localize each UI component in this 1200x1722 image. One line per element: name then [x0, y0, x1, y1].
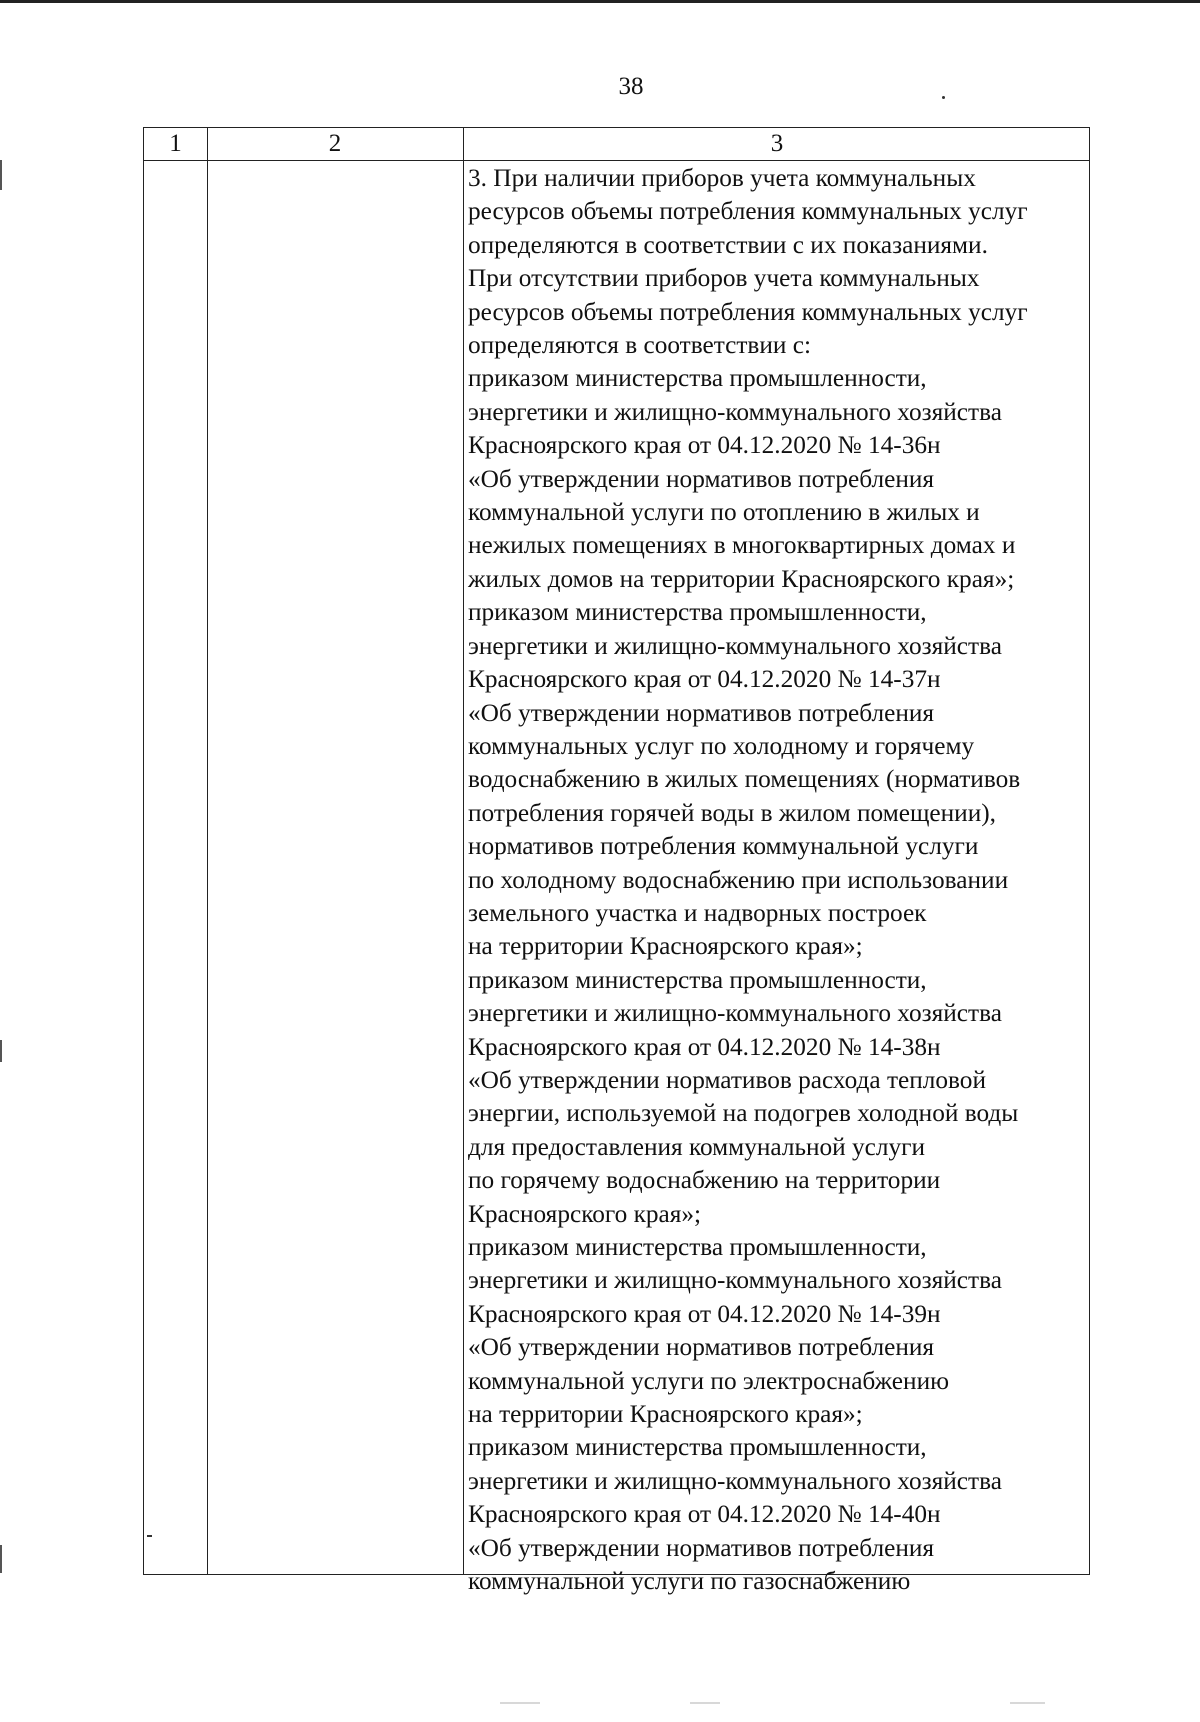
- text-line: земельного участка и надворных построек: [468, 898, 927, 927]
- column-header-2: 2: [328, 130, 342, 157]
- text-line: При отсутствии приборов учета коммунальных: [468, 264, 980, 293]
- text-line: по холодному водоснабжению при использовании: [468, 865, 1009, 894]
- text-line: Красноярского края от 04.12.2020 № 14-36н: [468, 431, 941, 460]
- text-line: нормативов потребления коммунальной услуги: [468, 832, 979, 861]
- text-line: коммунальной услуги по электроснабжению: [468, 1366, 950, 1395]
- column-divider: [207, 128, 208, 1574]
- text-line: «Об утверждении нормативов потребления: [468, 698, 935, 727]
- column-divider: [463, 128, 464, 1574]
- text-line: определяются в соответствии с:: [468, 331, 811, 360]
- scan-margin-mark: [0, 1545, 2, 1573]
- text-line: водоснабжению в жилых помещениях (нормативов: [468, 765, 1021, 794]
- scan-smudge: [1010, 1702, 1045, 1704]
- scan-top-edge: [0, 0, 1200, 3]
- table-edge-tick: [147, 1535, 152, 1537]
- text-line: приказом министерства промышленности,: [468, 965, 927, 994]
- text-line: на территории Красноярского края»;: [468, 1400, 863, 1429]
- scan-margin-mark: [0, 1040, 2, 1062]
- text-line: приказом министерства промышленности,: [468, 1433, 927, 1462]
- text-line: приказом министерства промышленности,: [468, 1233, 927, 1261]
- text-line: на территории Красноярского края»;: [468, 932, 863, 961]
- text-line: коммунальных услуг по холодному и горячему: [468, 731, 975, 760]
- text-line: энергии, используемой на подогрев холодной воды: [468, 1099, 1019, 1128]
- text-line: по горячему водоснабжению на территории: [468, 1166, 941, 1195]
- text-line: Красноярского края от 04.12.2020 № 14-40н: [468, 1500, 941, 1529]
- text-line: ресурсов объемы потребления коммунальных услуг: [468, 197, 1028, 226]
- scan-margin-mark: [0, 160, 2, 190]
- text-line: «Об утверждении нормативов расхода тепловой: [468, 1065, 986, 1094]
- text-line: коммунальной услуги по газоснабжению: [468, 1567, 911, 1596]
- text-line: «Об утверждении нормативов потребления: [468, 1533, 935, 1562]
- text-line: для предоставления коммунальной услуги: [468, 1132, 926, 1161]
- text-line: потребления горячей воды в жилом помещении),: [468, 798, 997, 827]
- text-line: приказом министерства промышленности,: [468, 364, 927, 393]
- text-line: энергетики и жилищно-коммунального хозяйства: [468, 397, 1002, 426]
- text-line: ресурсов объемы потребления коммунальных услуг: [468, 297, 1028, 326]
- text-line: коммунальной услуги по отоплению в жилых и: [468, 498, 980, 527]
- column-header-1: 1: [169, 130, 182, 157]
- text-line: жилых домов на территории Красноярского края»;: [468, 564, 1015, 593]
- text-line: энергетики и жилищно-коммунального хозяйства: [468, 1266, 1002, 1295]
- text-line: энергетики и жилищно-коммунального хозяйства: [468, 631, 1002, 660]
- text-line: Красноярского края»;: [468, 1199, 702, 1228]
- text-line: нежилых помещениях в многоквартирных домах и: [468, 531, 1016, 560]
- text-line: «Об утверждении нормативов потребления: [468, 464, 935, 493]
- text-line: энергетики и жилищно-коммунального хозяйства: [468, 1466, 1002, 1495]
- text-line: Красноярского края от 04.12.2020 № 14-39н: [468, 1299, 941, 1328]
- text-line: Красноярского края от 04.12.2020 № 14-37н: [468, 665, 941, 694]
- document-table: [143, 127, 1090, 1596]
- page-number: 38: [618, 73, 644, 100]
- scan-smudge: [500, 1702, 540, 1704]
- column-3-cell-text: [468, 162, 1088, 1598]
- scan-speck: [942, 96, 945, 99]
- text-line: «Об утверждении нормативов потребления: [468, 1333, 935, 1362]
- text-line: Красноярского края от 04.12.2020 № 14-38н: [468, 1032, 941, 1061]
- text-line: определяются в соответствии с их показаниями.: [468, 230, 988, 259]
- header-divider: [144, 160, 1089, 161]
- text-line: 3. При наличии приборов учета коммунальных: [468, 164, 976, 192]
- column-header-3: 3: [770, 130, 784, 157]
- text-line: приказом министерства промышленности,: [468, 598, 927, 627]
- scan-smudge: [690, 1702, 720, 1704]
- text-line: энергетики и жилищно-коммунального хозяйства: [468, 999, 1002, 1028]
